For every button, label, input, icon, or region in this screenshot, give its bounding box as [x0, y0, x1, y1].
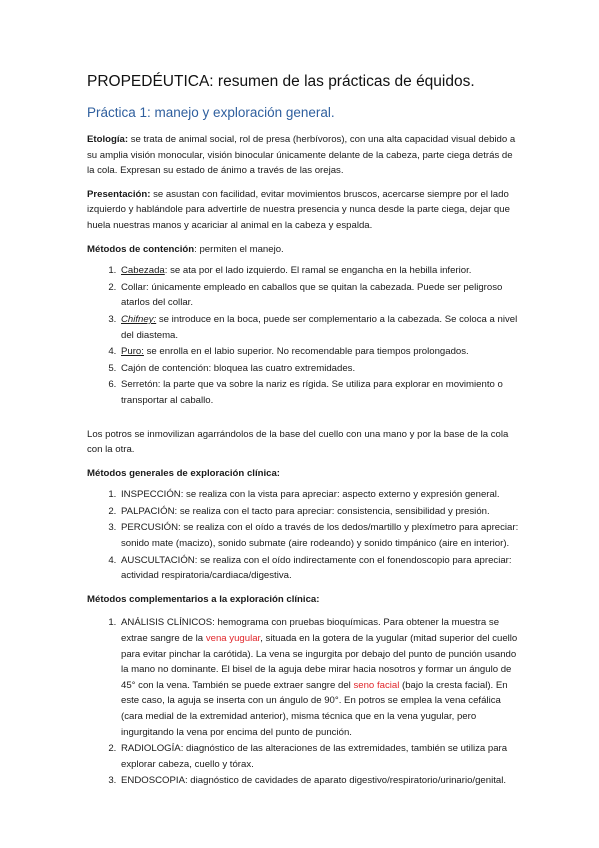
list-item-endoscopia: 3. ENDOSCOPIA: diagnóstico de cavidades de aparato digestivo/respiratorio/urinario/genital. — [119, 773, 519, 789]
contencion-label: Métodos de contención — [87, 243, 195, 255]
item-term: Cabezada — [121, 265, 165, 277]
seno-facial-highlight: seno facial — [353, 679, 400, 691]
exploracion-complementaria-list — [87, 615, 519, 789]
item-term-italic: Chifney: — [121, 313, 157, 325]
document-title: PROPEDÉUTICA: resumen de las prácticas de équidos. — [87, 73, 475, 90]
list-item — [119, 377, 519, 408]
analisis-text-2: , situada en la gotera de la yugular (mitad superior del cuello para evitar pinchar la carótida). La vena se ingurgita por debajo del punto de punción usando la mano no dominante. El bisel de la aguja debe mirar hacia nosotros y formar un ángulo de 45° con la vena. También se puede extraer sangre del — [121, 633, 518, 691]
etologia-label: Etología: — [87, 134, 129, 145]
exploracion-general-heading — [87, 466, 519, 482]
list-item — [119, 280, 519, 311]
list-item: 2. PALPACIÓN: se realiza con el tacto para apreciar: consistencia, sensibilidad y presión. — [119, 504, 519, 520]
presentacion-paragraph — [87, 187, 519, 234]
list-item — [119, 361, 519, 377]
section-heading: Práctica 1: manejo y exploración general. — [87, 105, 335, 120]
vena-yugular-highlight: vena yugular — [205, 633, 261, 645]
analisis-text-1: ANÁLISIS CLÍNICOS: hemograma con pruebas bioquímicas. Para obtener la muestra se extrae sangre de la — [121, 617, 500, 645]
list-item-analisis — [119, 615, 519, 740]
exploracion-general-list — [87, 487, 519, 584]
item-term: Puro: — [121, 346, 144, 358]
etologia-paragraph — [87, 132, 519, 179]
list-item — [119, 263, 519, 279]
item-term — [121, 314, 156, 325]
list-item — [119, 344, 519, 360]
analisis-text-3: (bajo la cresta facial). En este caso, la aguja se inserta con un ángulo de 90°. En potros se emplea la vena cefálica (cara medial de la extremidad anterior), misma técnica que en la vena yugular, pero ingurgitando la vena por encima del punto de punción. — [121, 679, 508, 738]
contencion-heading — [87, 242, 519, 258]
list-item-radiologia: 2. RADIOLOGÍA: diagnóstico de las alteraciones de las extremidades, también se utiliza para explorar cabeza, cuello y tórax. — [119, 741, 519, 772]
list-item: 4. AUSCULTACIÓN: se realiza con el oído indirectamente con el fonendoscopio para apreciar: actividad respiratoria/cardiaca/digestiva. — [119, 553, 519, 584]
list-item: 1. INSPECCIÓN: se realiza con la vista para apreciar: aspecto externo y expresión general. — [119, 487, 519, 503]
item-text: Serretón: la parte que va sobre la nariz es rígida. Se utiliza para explorar en movimiento o transportar al caballo. — [121, 379, 503, 406]
contencion-text: : permiten el manejo. — [194, 243, 284, 255]
item-text: se introduce en la boca, puede ser complementario a la cabezada. Se coloca a nivel del diastema. — [121, 313, 518, 341]
item-text: Cajón de contención: bloquea las cuatro extremidades. — [121, 362, 356, 374]
item-text: : se ata por el lado izquierdo. El ramal se engancha en la hebilla inferior. — [164, 265, 472, 277]
item-text: Collar: únicamente empleado en caballos que se quitan la cabezada. Puede ser peligroso atarlos del collar. — [121, 281, 503, 309]
item-text: se enrolla en el labio superior. No recomendable para tiempos prolongados. — [143, 346, 469, 358]
exploracion-general-label: Métodos generales de exploración clínica: — [87, 467, 280, 479]
potros-paragraph: Los potros se inmovilizan agarrándolos de la base del cuello con una mano y por la base de la cola con la otra. — [87, 428, 509, 456]
presentacion-text: se asustan con facilidad, evitar movimientos bruscos, acercarse siempre por el lado izquierdo y hablándole para advertirle de nuestra presencia y nunca desde la parte ciega, dejar que huela nuestras manos y acariciar al animal en la cabeza y espalda. — [87, 188, 510, 231]
etologia-text: se trata de animal social, rol de presa (herbívoros), con una alta capacidad visual debido a su amplia visión monocular, visión binocular únicamente delante de la cabeza, parte ciega detrás de la cola. Expresan su estado de ánimo a través de las orejas. — [87, 134, 516, 177]
document-body — [87, 72, 519, 790]
exploracion-complementaria-heading — [87, 592, 519, 608]
presentacion-label: Presentación: — [87, 188, 151, 200]
list-item — [119, 312, 519, 343]
exploracion-complementaria-label: Métodos complementarios a la exploración clínica: — [87, 593, 320, 605]
contencion-list — [87, 263, 519, 408]
list-item: 3. PERCUSIÓN: se realiza con el oído a través de los dedos/martillo y plexímetro para apreciar: sonido mate (macizo), sonido submate (aire rodeando) y sonido timpánico (aire en interior). — [119, 520, 519, 551]
